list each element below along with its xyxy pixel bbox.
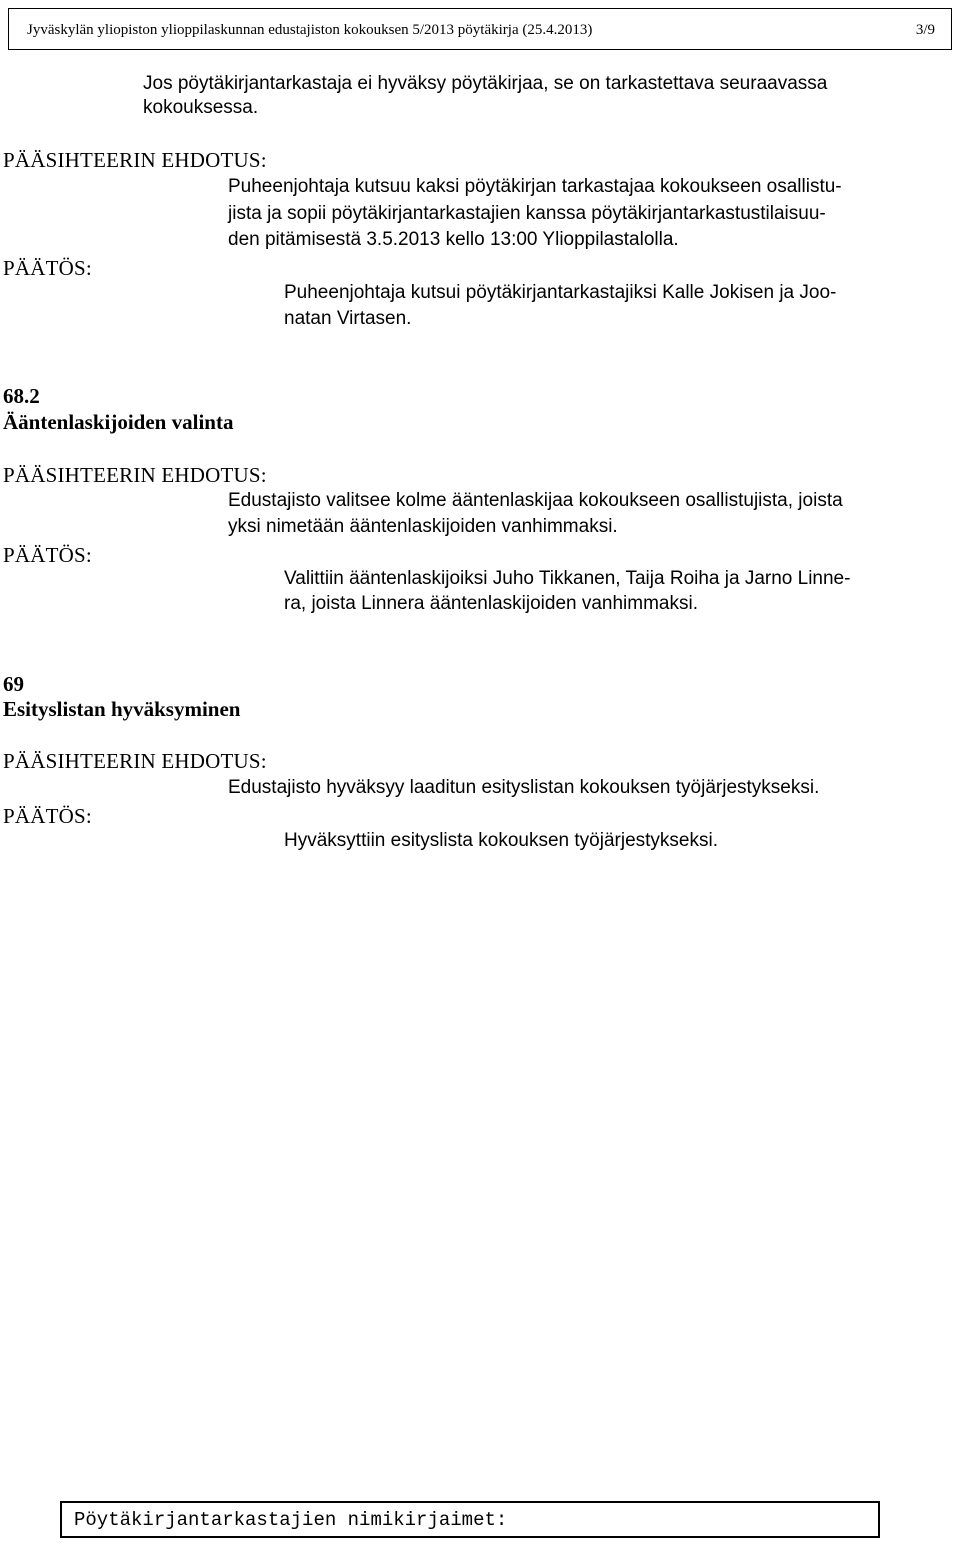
intro-line-2: kokouksessa. (143, 97, 259, 118)
proposal-line: Edustajisto valitsee kolme ääntenlaskijaa kokoukseen osallistujista, joista (228, 490, 843, 511)
initials-label: Pöytäkirjantarkastajien nimikirjaimet: (74, 1509, 508, 1531)
decision-line: natan Virtasen. (284, 308, 412, 329)
decision-label: PÄÄTÖS: (3, 804, 92, 828)
proposal-label: PÄÄSIHTEERIN EHDOTUS: (3, 148, 267, 172)
decision-line: Valittiin ääntenlaskijoiksi Juho Tikkanen, Taija Roiha ja Jarno Linne- (284, 568, 851, 589)
document-title: Jyväskylän yliopiston ylioppilaskunnan edustajiston kokouksen 5/2013 pöytäkirja (25.4.2013) (27, 22, 593, 38)
proposal-line: yksi nimetään ääntenlaskijoiden vanhimmaksi. (228, 516, 618, 537)
page-number: 3/9 (915, 22, 935, 38)
section-title: Ääntenlaskijoiden valinta (3, 410, 234, 434)
initials-box (60, 1501, 880, 1538)
proposal-line: Puheenjohtaja kutsuu kaksi pöytäkirjan tarkastajaa kokoukseen osallistu- (228, 176, 842, 197)
proposal-label: PÄÄSIHTEERIN EHDOTUS: (3, 749, 267, 773)
intro-line-1: Jos pöytäkirjantarkastaja ei hyväksy pöytäkirjaa, se on tarkastettava seuraavassa (143, 73, 828, 94)
decision-line: ra, joista Linnera ääntenlaskijoiden vanhimmaksi. (284, 593, 699, 614)
proposal-label: PÄÄSIHTEERIN EHDOTUS: (3, 463, 267, 487)
proposal-line: den pitämisestä 3.5.2013 kello 13:00 Ylioppilastalolla. (228, 229, 679, 250)
section-number: 68.2 (3, 384, 40, 408)
decision-label: PÄÄTÖS: (3, 256, 92, 280)
page-header (8, 8, 952, 50)
decision-label: PÄÄTÖS: (3, 543, 92, 567)
section-number: 69 (3, 672, 24, 696)
decision-line: Puheenjohtaja kutsui pöytäkirjantarkastajiksi Kalle Jokisen ja Joo- (284, 282, 837, 303)
proposal-line: jista ja sopii pöytäkirjantarkastajien kanssa pöytäkirjantarkastustilaisuu- (228, 203, 826, 224)
section-title: Esityslistan hyväksyminen (3, 697, 241, 721)
decision-line: Hyväksyttiin esityslista kokouksen työjärjestykseksi. (284, 830, 718, 851)
proposal-line: Edustajisto hyväksyy laaditun esityslistan kokouksen työjärjestykseksi. (228, 777, 820, 798)
